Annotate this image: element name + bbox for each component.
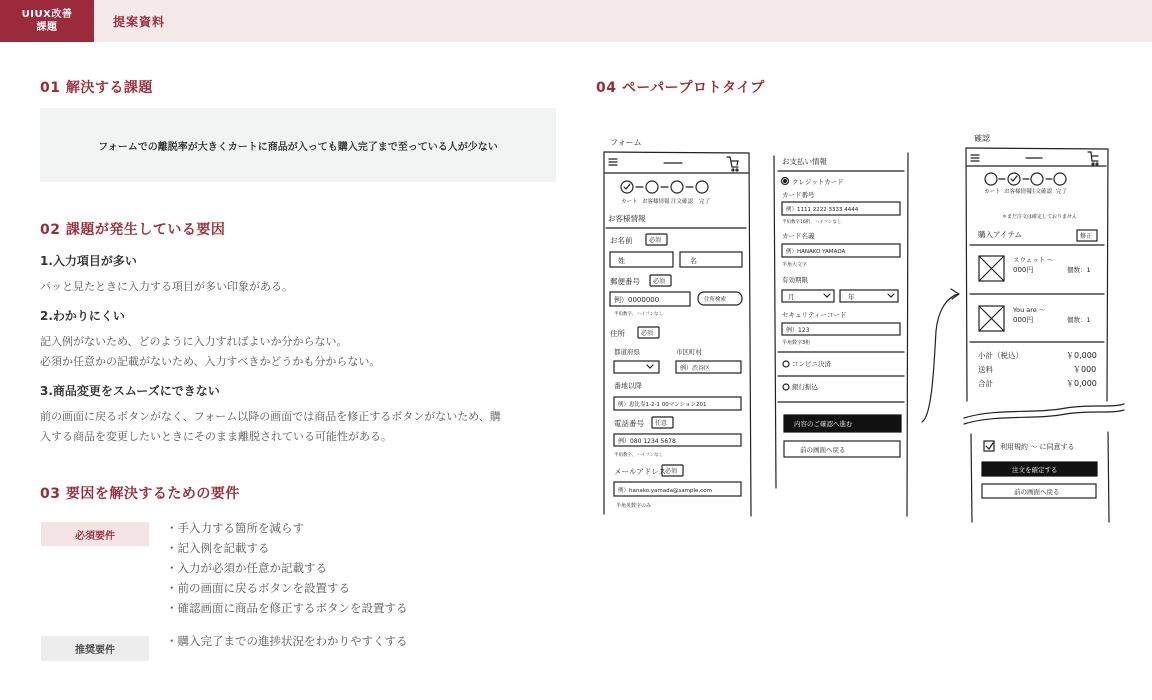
cvc-label: セキュリティーコード xyxy=(782,311,847,319)
agree-checkbox-label: 利用規約 〜 に同意する xyxy=(1000,443,1075,451)
step-cart: カート xyxy=(621,199,638,205)
optional-tag: 任意 xyxy=(655,420,668,427)
cause-1 xyxy=(40,252,560,297)
payment-back-button: 前の画面へ戻る xyxy=(800,446,846,454)
svg-text:完了: 完了 xyxy=(1056,189,1068,195)
year-select: 年 xyxy=(848,293,855,301)
progress-steps xyxy=(985,173,1066,185)
postal-field: 例）0000000 xyxy=(614,296,660,304)
shipping-value: ￥000 xyxy=(1073,365,1097,374)
form-caption: フォーム xyxy=(610,138,642,147)
badge-line-2: 課題 xyxy=(36,22,58,33)
required-item: ・前の画面に戻るボタンを設置する xyxy=(166,581,350,595)
item-2-price: 000円 xyxy=(1013,316,1034,324)
item-1-qty: 個数：1 xyxy=(1067,266,1091,274)
confirm-back-button: 前の画面へ戻る xyxy=(1014,488,1060,496)
konbini-option: コンビニ決済 xyxy=(792,360,831,368)
name-label: お名前 xyxy=(610,236,633,245)
card-number-label: カード番号 xyxy=(782,191,815,199)
phone-label: 電話番号 xyxy=(614,419,644,428)
subtotal-label: 小計（税込） xyxy=(978,351,1023,360)
cause-2-title: 2.わかりにくい xyxy=(40,309,125,323)
recommended-label: 推奨要件 xyxy=(41,636,149,661)
email-note: 半角英数字のみ xyxy=(616,503,652,509)
recommended-list xyxy=(166,631,408,651)
email-label: メールアドレス xyxy=(614,467,667,476)
item-2-qty: 個数：1 xyxy=(1067,316,1091,324)
step-customer: お客様情報 xyxy=(642,199,670,205)
paper-prototype-sketch xyxy=(596,126,1136,526)
cause-3 xyxy=(40,382,560,447)
card-number-field: 例）1111 2222 3333 4444 xyxy=(786,207,859,213)
cause-2-text-line-1: 記入例がないため、どのように入力すればよいか分からない。 xyxy=(40,335,348,348)
cart-icon xyxy=(1088,152,1098,165)
cause-3-text-line-1: 前の画面に戻るボタンがなく、フォーム以降の画面では商品を修正するボタンがないため、購 xyxy=(40,410,501,423)
svg-text:必須: 必須 xyxy=(665,468,678,475)
cause-3-text-line-2: 入する商品を変更したいときにそのまま離脱されている可能性がある。 xyxy=(40,430,392,443)
postal-label: 郵便番号 xyxy=(610,277,640,286)
customer-info-heading: お客様情報 xyxy=(608,214,646,223)
required-item: ・記入例を記載する xyxy=(166,541,270,555)
credit-option: クレジットカード xyxy=(792,178,844,186)
required-list xyxy=(166,518,408,618)
cause-2-text-line-2: 必須か任意かの記載がないため、入力すべきかどうかも分からない。 xyxy=(40,355,381,368)
phone-frame-form xyxy=(604,152,751,516)
recommended-item: ・購入完了までの進捗状況をわかりやすくする xyxy=(166,634,408,648)
address-label: 住所 xyxy=(610,329,625,338)
menu-icon xyxy=(609,159,617,165)
section-02-title: 02 課題が発生している要因 xyxy=(40,222,226,238)
cart-icon xyxy=(727,157,738,171)
expiry-label: 有効期限 xyxy=(782,276,808,284)
payment-heading: お支払い情報 xyxy=(782,157,827,166)
svg-text:お客様情報: お客様情報 xyxy=(1004,189,1032,195)
cvc-note: 半角数字3桁 xyxy=(782,340,811,346)
section-01-title: 01 解決する課題 xyxy=(40,80,153,96)
required-item: ・手入力する箇所を減らす xyxy=(166,521,304,535)
cause-3-title: 3.商品変更をスムーズにできない xyxy=(40,384,220,398)
flow-arrow xyxy=(922,294,958,422)
phone-frame-confirm xyxy=(966,148,1108,401)
total-value: ￥0,000 xyxy=(1066,379,1097,388)
required-item: ・確認画面に商品を修正するボタンを設置する xyxy=(166,601,408,615)
not-confirmed-note: ＊まだ注文は確定しておりません xyxy=(1002,214,1078,220)
section-04-title: 04 ペーパープロトタイプ xyxy=(596,80,765,96)
confirm-caption: 確認 xyxy=(974,134,990,143)
item-2-name: You are 〜 xyxy=(1013,306,1046,314)
category-badge xyxy=(0,0,94,42)
shipping-label: 送料 xyxy=(978,365,993,374)
postal-note: 半角数字、ハイフンなし xyxy=(614,312,664,317)
svg-text:必須: 必須 xyxy=(641,330,654,337)
email-field: 例）hanako.yamada@sample.com xyxy=(618,488,712,494)
cause-1-title: 1.入力項目が多い xyxy=(40,254,137,268)
item-1-name: スウェット 〜 xyxy=(1013,256,1054,264)
city-label: 市区町村 xyxy=(676,348,702,356)
phone-field: 例）080 1234 5678 xyxy=(618,438,676,445)
total-label: 合計 xyxy=(978,379,993,388)
holder-label: カード名義 xyxy=(782,232,815,240)
next-button: 内容のご確認へ進む xyxy=(794,420,853,428)
phone-note: 半角数字、ハイフンなし xyxy=(614,453,664,458)
item-1-price: 000円 xyxy=(1013,266,1034,274)
problem-statement: フォームでの離脱率が大きくカートに商品が入っても購入完了まで至っている人が少ない xyxy=(98,141,498,153)
badge-line-1: UIUX改善 xyxy=(21,9,73,20)
holder-field: 例）HANAKO YAMADA xyxy=(786,249,846,255)
address-search-button: 住所検索 xyxy=(704,297,727,303)
step-confirm: 注文確認 xyxy=(671,199,694,205)
edit-items-button: 修正 xyxy=(1080,233,1093,240)
header-bar xyxy=(0,0,1152,42)
cvc-field: 例）123 xyxy=(786,327,810,334)
step-done: 完了 xyxy=(699,199,711,205)
subtotal-value: ￥0,000 xyxy=(1066,351,1097,360)
city-field: 例）渋谷区 xyxy=(680,365,711,372)
card-note: 半角数字16桁、ハイフンなし xyxy=(782,220,842,225)
street-field: 例）恵比寿1-2-1 00マンション201 xyxy=(618,402,707,408)
month-select: 月 xyxy=(788,293,795,301)
cause-1-text: パッと見たときに入力する項目が多い印象がある。 xyxy=(40,280,293,293)
phone-frame-payment xyxy=(774,156,776,488)
holder-note: 半角大文字 xyxy=(782,262,808,268)
problem-statement-box xyxy=(40,108,556,182)
section-03-title: 03 要因を解決するための要件 xyxy=(40,486,240,502)
order-button: 注文を確定する xyxy=(1012,466,1058,474)
prefecture-label: 都道府県 xyxy=(614,348,640,356)
progress-steps xyxy=(621,181,708,193)
required-item: ・入力が必須か任意か記載する xyxy=(166,561,327,575)
mei-field: 名 xyxy=(690,257,697,265)
cause-2 xyxy=(40,307,560,372)
chevron-down-icon xyxy=(647,365,653,368)
bank-option: 銀行振込 xyxy=(792,383,818,391)
svg-text:必須: 必須 xyxy=(653,278,666,285)
required-tag: 必須 xyxy=(649,237,662,244)
items-heading: 購入アイテム xyxy=(978,230,1022,239)
svg-text:カート: カート xyxy=(984,189,1001,195)
header-title: 提案資料 xyxy=(113,15,166,29)
sei-field: 姓 xyxy=(618,257,625,265)
svg-text:注文確認: 注文確認 xyxy=(1030,189,1053,195)
street-label: 番地以降 xyxy=(614,382,642,390)
menu-icon xyxy=(971,155,979,161)
required-label: 必須要件 xyxy=(41,522,149,546)
